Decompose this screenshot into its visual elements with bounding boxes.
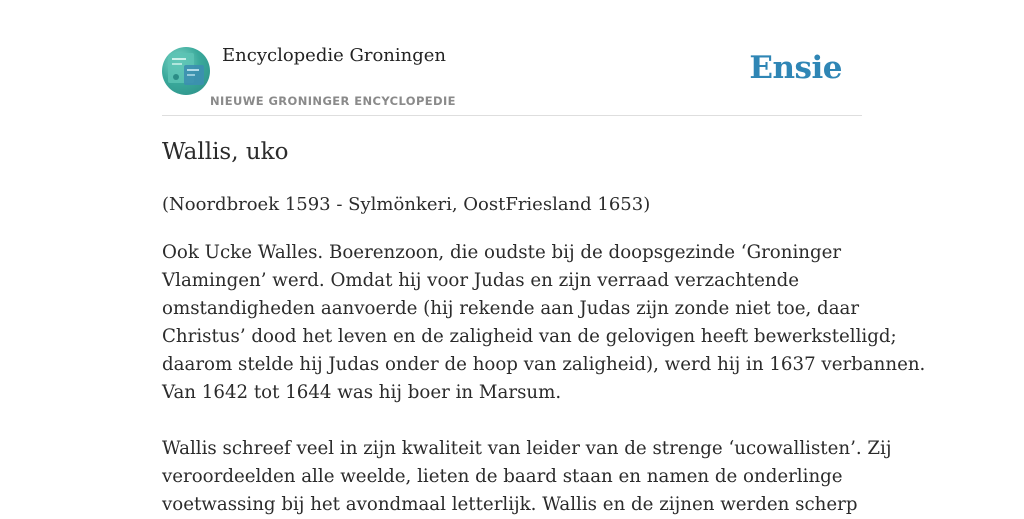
article-page <box>162 0 926 515</box>
source-header <box>162 0 862 116</box>
paragraph-line: voetwassing bij het avondmaal letterlijk. Wallis en de zijnen werden scherp <box>162 494 858 515</box>
paragraph-line: omstandigheden aanvoerde (hij rekende aan Judas zijn zonde niet toe, daar <box>162 298 860 319</box>
encyclopedia-logo-icon[interactable] <box>162 47 210 95</box>
article-paragraph <box>162 435 892 519</box>
paragraph-line: Van 1642 tot 1644 was hij boer in Marsum. <box>162 382 562 403</box>
paragraph-line: daarom stelde hij Judas onder de hoop van zaligheid), werd hij in 1637 verbannen. <box>162 354 926 375</box>
paragraph-line: Wallis schreef veel in zijn kwaliteit van leider van de strenge ‘ucowallisten’. Zij <box>162 438 892 459</box>
brand-logo[interactable]: Ensie <box>749 50 842 86</box>
article-meta: (Noordbroek 1593 - Sylmönkeri, OostFriesland 1653) <box>162 194 651 215</box>
paragraph-line: Christus’ dood het leven en de zaligheid van de gelovigen heeft bewerkstelligd; <box>162 326 897 347</box>
source-title[interactable]: Encyclopedie Groningen <box>222 45 447 66</box>
paragraph-line: Vlamingen’ werd. Omdat hij voor Judas en zijn verraad verzachtende <box>162 270 799 291</box>
article-title: Wallis, uko <box>162 139 289 165</box>
source-subtitle: NIEUWE GRONINGER ENCYCLOPEDIE <box>210 94 456 108</box>
article-paragraph <box>162 239 926 407</box>
paragraph-line: Ook Ucke Walles. Boerenzoon, die oudste bij de doopsgezinde ‘Groninger <box>162 242 842 263</box>
paragraph-line: veroordeelden alle weelde, lieten de baard staan en namen de onderlinge <box>162 466 843 487</box>
